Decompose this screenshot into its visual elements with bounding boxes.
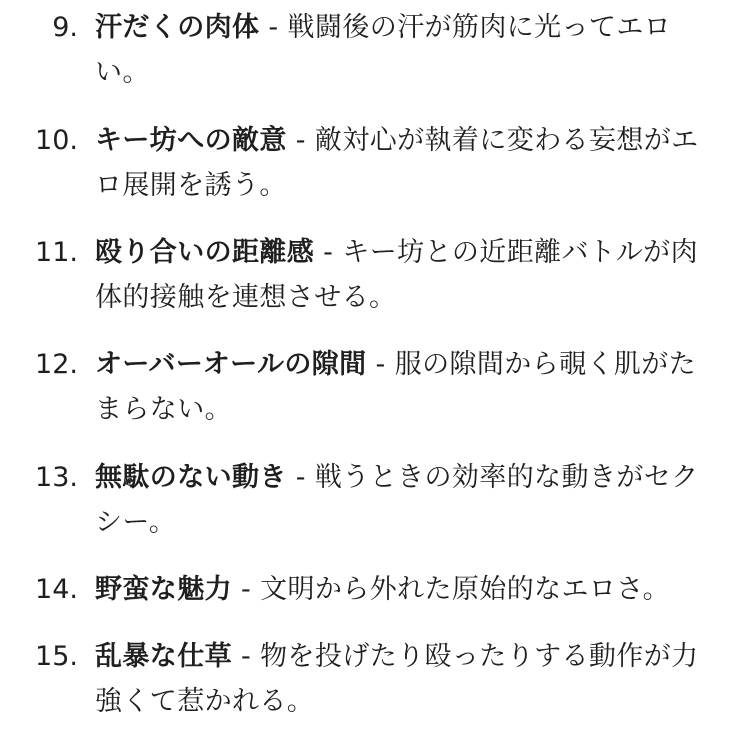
list-item-number: 13. <box>35 462 78 493</box>
list-item-separator: - <box>286 462 315 493</box>
list-item-separator: - <box>232 641 261 672</box>
list-item-number: 11. <box>35 237 78 268</box>
list-item-text <box>95 455 720 545</box>
list-item-term: 無駄のない動き <box>95 462 287 493</box>
list-item-number: 14. <box>35 574 78 605</box>
list-item-term: キー坊への敵意 <box>95 125 287 156</box>
list-item-term: 殴り合いの距離感 <box>95 237 315 268</box>
list-item-number: 9. <box>52 12 78 43</box>
list-item-term: 野蛮な魅力 <box>95 574 232 605</box>
list-item-separator: - <box>286 125 315 156</box>
list-item-term: オーバーオールの隙間 <box>95 349 367 380</box>
list-item-separator: - <box>259 12 288 43</box>
list-item-description: 戦闘後の汗が筋肉に光ってエロい。 <box>95 12 672 88</box>
list-item-number: 10. <box>35 125 78 156</box>
list-item-text <box>95 230 720 320</box>
list-item-description: 戦うときの効率的な動きがセクシー。 <box>95 462 699 538</box>
list-item-description: 敵対心が執着に変わる妄想がエロ展開を誘う。 <box>95 125 699 201</box>
list-item-text <box>95 5 720 95</box>
list-item-term: 汗だくの肉体 <box>95 12 260 43</box>
list-item-text <box>95 342 720 432</box>
list-item-separator: - <box>232 574 261 605</box>
list-item-separator: - <box>314 237 343 268</box>
list-item-description: 物を投げたり殴ったりする動作が力強くて惹かれる。 <box>95 641 699 717</box>
list-item-description: 服の隙間から覗く肌がたまらない。 <box>95 349 697 425</box>
list-item-description: 文明から外れた原始的なエロさ。 <box>260 574 671 605</box>
list-item-number: 15. <box>35 641 78 672</box>
list-item-number: 12. <box>35 349 78 380</box>
list-item-term: 乱暴な仕草 <box>95 641 232 672</box>
list-item-description: キー坊との近距離バトルが肉体的接触を連想させる。 <box>95 237 698 313</box>
list-item-text <box>95 567 720 612</box>
list-item-text <box>95 634 720 724</box>
list-item-text <box>95 118 720 208</box>
list-item-separator: - <box>366 349 395 380</box>
